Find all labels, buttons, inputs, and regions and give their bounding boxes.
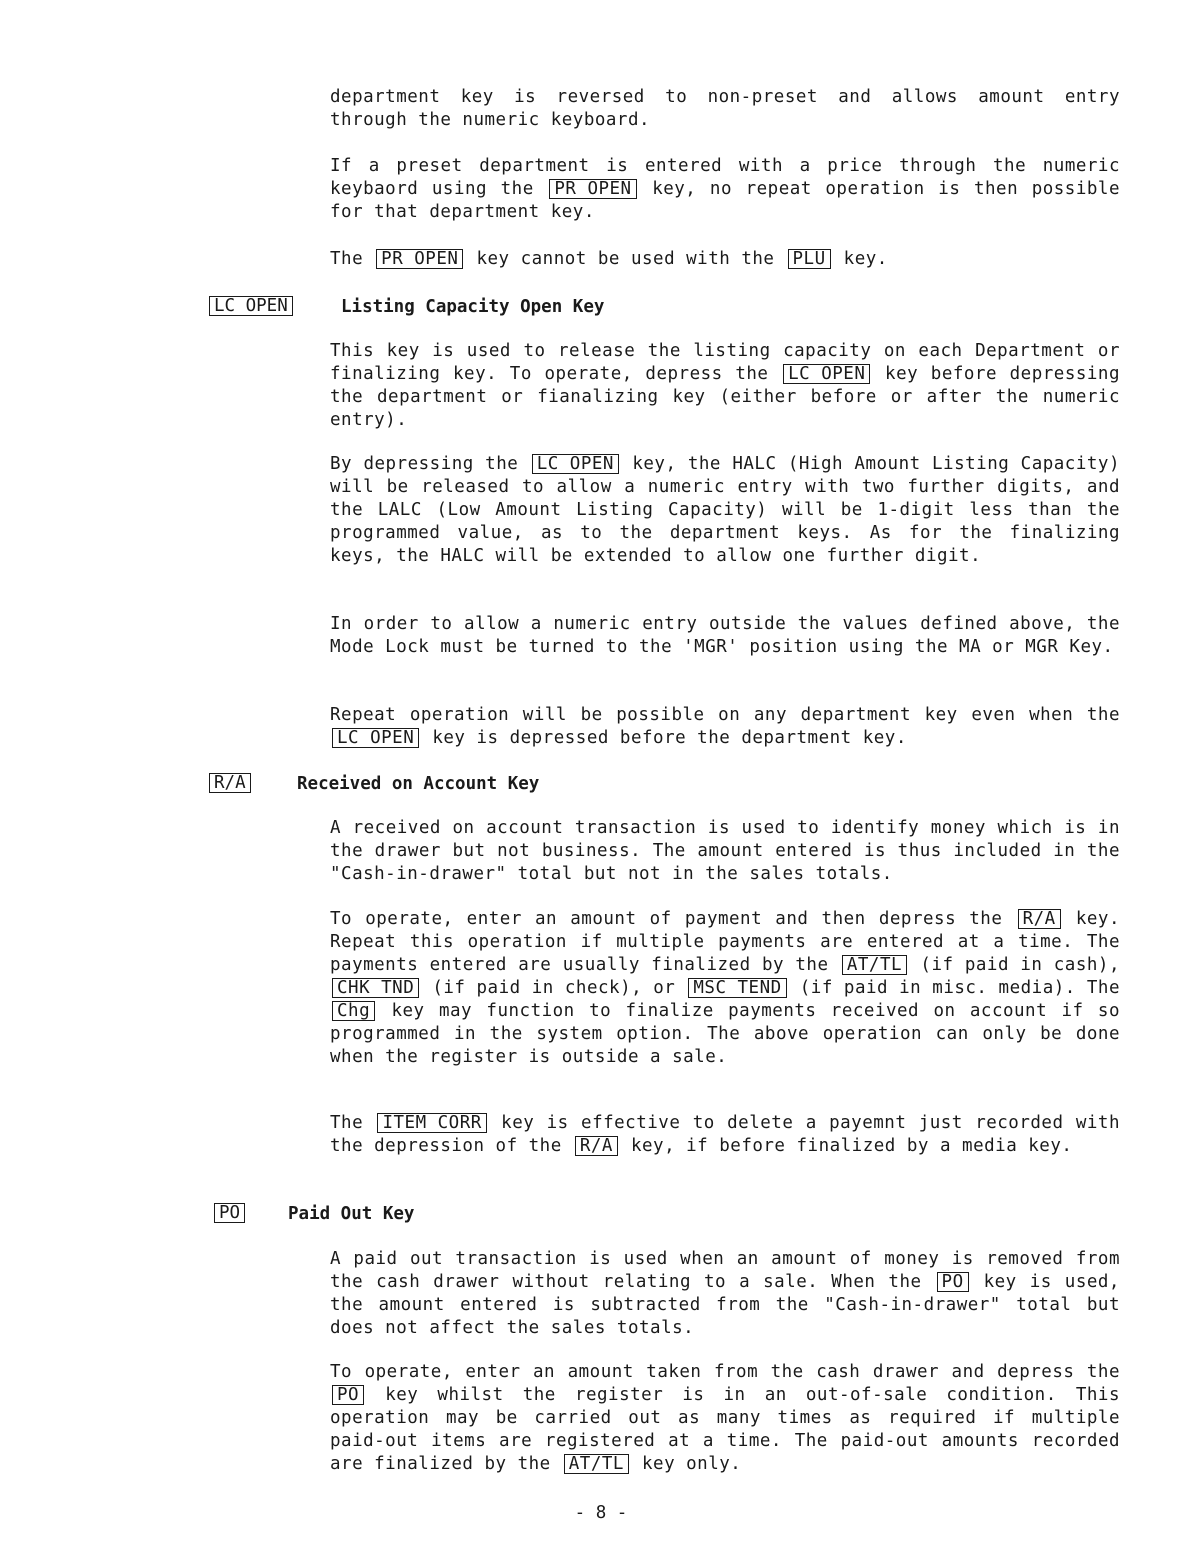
key-box-item-corr: ITEM CORR: [377, 1113, 486, 1133]
key-box-chk-tnd: CHK TND: [332, 978, 419, 998]
key-box-at-tl: AT/TL: [842, 955, 907, 975]
paragraph: The ITEM CORR key is effective to delete a payemnt just recorded with the depression of the R/A key, if before finalized by a media key.: [330, 1113, 1120, 1156]
paragraph: department key is reversed to non-preset and allows amount entry through the numeric keyboard.: [330, 87, 1120, 130]
key-box-chg: Chg: [332, 1001, 375, 1021]
section-key-ra: R/A: [209, 773, 251, 793]
page-number: - 8 -: [574, 1503, 628, 1523]
paragraph: If a preset department is entered with a price through the numeric keybaord using the PR OPEN key, no repeat operation is then possible for that department key.: [330, 156, 1120, 222]
paragraph: Repeat operation will be possible on any department key even when the LC OPEN key is depressed before the department key.: [330, 705, 1120, 748]
key-box-pr-open: PR OPEN: [376, 249, 463, 269]
paragraph: To operate, enter an amount taken from the cash drawer and depress the PO key whilst the register is in an out-of-sale condition. This operation may be carried out as many times as required if multiple paid-out items are registered at a time. The paid-out amounts recorded are finalized by the AT/TL key only.: [330, 1362, 1120, 1474]
paragraph: This key is used to release the listing capacity on each Department or finalizing key. To operate, depress the LC OPEN key before depressing the department or fianalizing key (either before or after the numeric entry).: [330, 341, 1121, 430]
section-key-po: PO: [214, 1203, 245, 1223]
section-title-lc-open: Listing Capacity Open Key: [341, 297, 605, 317]
key-box-lc-open: LC OPEN: [783, 364, 870, 384]
key-box-po: PO: [332, 1385, 364, 1405]
section-title-ra: Received on Account Key: [297, 774, 540, 794]
paragraph: A paid out transaction is used when an amount of money is removed from the cash drawer without relating to a sale. When the PO key is used, the amount entered is subtracted from the "Cash-in-drawer" total but does not affect the sales totals.: [330, 1249, 1120, 1338]
key-box-ra: R/A: [575, 1136, 618, 1156]
paragraph: The PR OPEN key cannot be used with the PLU key.: [330, 249, 888, 269]
paragraph: To operate, enter an amount of payment and then depress the R/A key. Repeat this operation if multiple payments are entered at a time. The payments entered are usually finalized by the AT/TL (if paid in cash), CHK TND (if paid in check), or MSC TEND (if paid in misc. media). The Chg key may function to finalize payments received on account if so programmed in the system option. The above operation can only be done when the register is outside a sale.: [330, 909, 1120, 1067]
key-box-ra: R/A: [1018, 909, 1061, 929]
section-title-po: Paid Out Key: [288, 1204, 415, 1224]
key-box-plu: PLU: [788, 249, 831, 269]
paragraph: By depressing the LC OPEN key, the HALC (High Amount Listing Capacity) will be released to allow a numeric entry with two further digits, and the LALC (Low Amount Listing Capacity) will be 1-digit less than the programmed value, as to the department keys. As for the finalizing keys, the HALC will be extended to allow one further digit.: [330, 454, 1120, 566]
section-key-lc-open: LC OPEN: [209, 296, 293, 316]
paragraph: A received on account transaction is used to identify money which is in the drawer but not business. The amount entered is thus included in the "Cash-in-drawer" total but not in the sales totals.: [330, 818, 1120, 884]
key-box-at-tl: AT/TL: [564, 1454, 629, 1474]
key-box-po: PO: [937, 1272, 969, 1292]
key-box-pr-open: PR OPEN: [549, 179, 636, 199]
paragraph: In order to allow a numeric entry outside the values defined above, the Mode Lock must be turned to the 'MGR' position using the MA or MGR Key.: [330, 614, 1120, 657]
key-box-lc-open: LC OPEN: [332, 728, 419, 748]
key-box-lc-open: LC OPEN: [532, 454, 619, 474]
key-box-msc-tend: MSC TEND: [688, 978, 786, 998]
